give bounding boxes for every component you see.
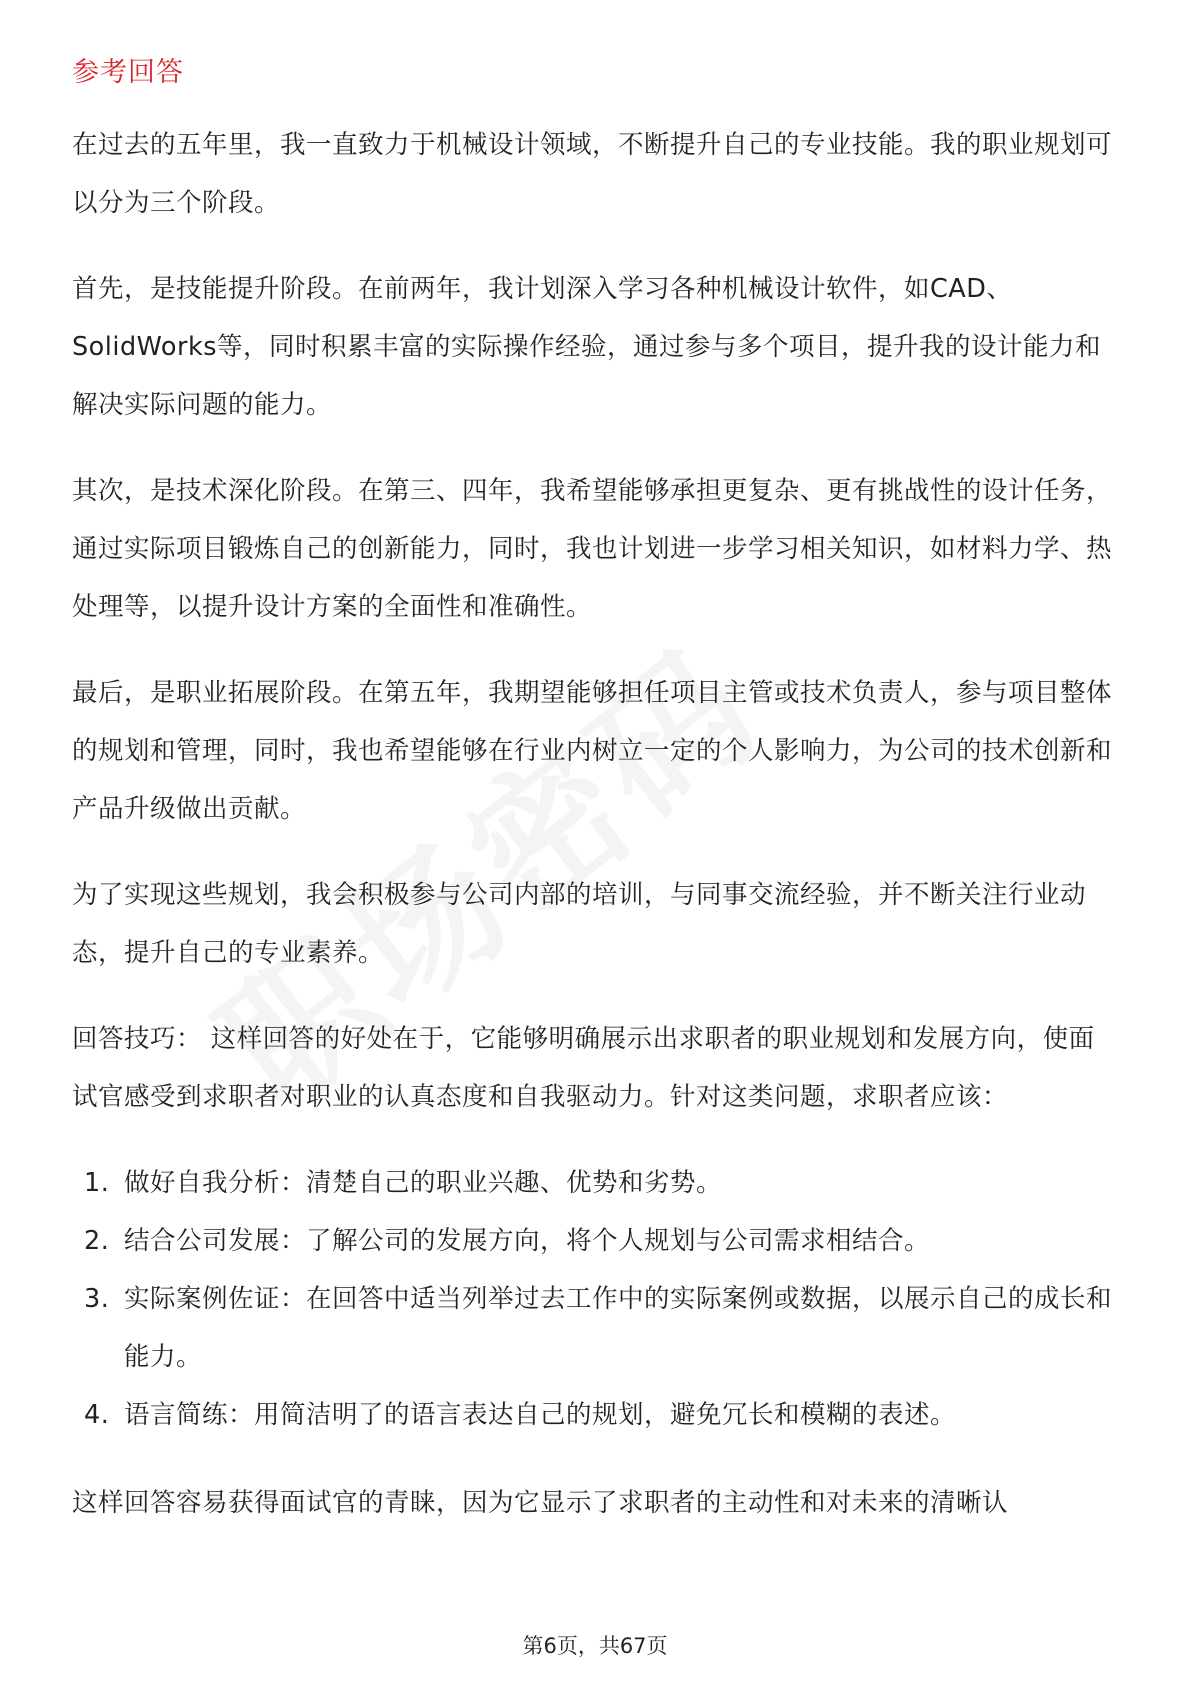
- list-item-number: 3.: [84, 1284, 110, 1314]
- paragraph-stage-three: 最后，是职业拓展阶段。在第五年，我期望能够担任项目主管或技术负责人，参与项目整体的规划和管理，同时，我也希望能够在行业内树立一定的个人影响力，为公司的技术创新和产品升级做出贡献。: [72, 678, 1113, 824]
- list-item-text: 实际案例佐证：在回答中适当列举过去工作中的实际案例或数据，以展示自己的成长和能力。: [124, 1284, 1113, 1372]
- page-footer: 第6页，共67页: [522, 1634, 668, 1658]
- list-item: [72, 1270, 1120, 1386]
- paragraph-answer-tips: 回答技巧： 这样回答的好处在于，它能够明确展示出求职者的职业规划和发展方向，使面试官感受到求职者对职业的认真态度和自我驱动力。针对这类问题，求职者应该：: [72, 1024, 1095, 1112]
- paragraph-intro: 在过去的五年里，我一直致力于机械设计领域，不断提升自己的专业技能。我的职业规划可以分为三个阶段。: [72, 130, 1113, 218]
- list-item: [72, 1386, 1120, 1444]
- paragraph-stage-two: 其次，是技术深化阶段。在第三、四年，我希望能够承担更复杂、更有挑战性的设计任务，通过实际项目锻炼自己的创新能力，同时，我也计划进一步学习相关知识，如材料力学、热处理等，以提升设计方案的全面性和准确性。: [72, 476, 1113, 622]
- paragraph-closing: 这样回答容易获得面试官的青睐，因为它显示了求职者的主动性和对未来的清晰认: [72, 1488, 1009, 1518]
- tips-list: [72, 1154, 1120, 1444]
- section-title: 参考回答: [72, 57, 184, 88]
- paragraph-implementation: 为了实现这些规划，我会积极参与公司内部的培训，与同事交流经验，并不断关注行业动态，提升自己的专业素养。: [72, 880, 1087, 968]
- list-item-number: 1.: [84, 1168, 110, 1198]
- list-item-number: 2.: [84, 1226, 110, 1256]
- list-item: [72, 1154, 1120, 1212]
- list-item-number: 4.: [84, 1400, 110, 1430]
- paragraph-stage-one: 首先，是技能提升阶段。在前两年，我计划深入学习各种机械设计软件，如CAD、SolidWorks等，同时积累丰富的实际操作经验，通过参与多个项目，提升我的设计能力和解决实际问题的能力。: [72, 274, 1102, 420]
- answer-content: [72, 116, 1120, 1560]
- list-item-text: 做好自我分析：清楚自己的职业兴趣、优势和劣势。: [124, 1168, 723, 1198]
- list-item-text: 语言简练：用简洁明了的语言表达自己的规划，避免冗长和模糊的表述。: [124, 1400, 957, 1430]
- list-item: [72, 1212, 1120, 1270]
- list-item-text: 结合公司发展：了解公司的发展方向，将个人规划与公司需求相结合。: [124, 1226, 931, 1256]
